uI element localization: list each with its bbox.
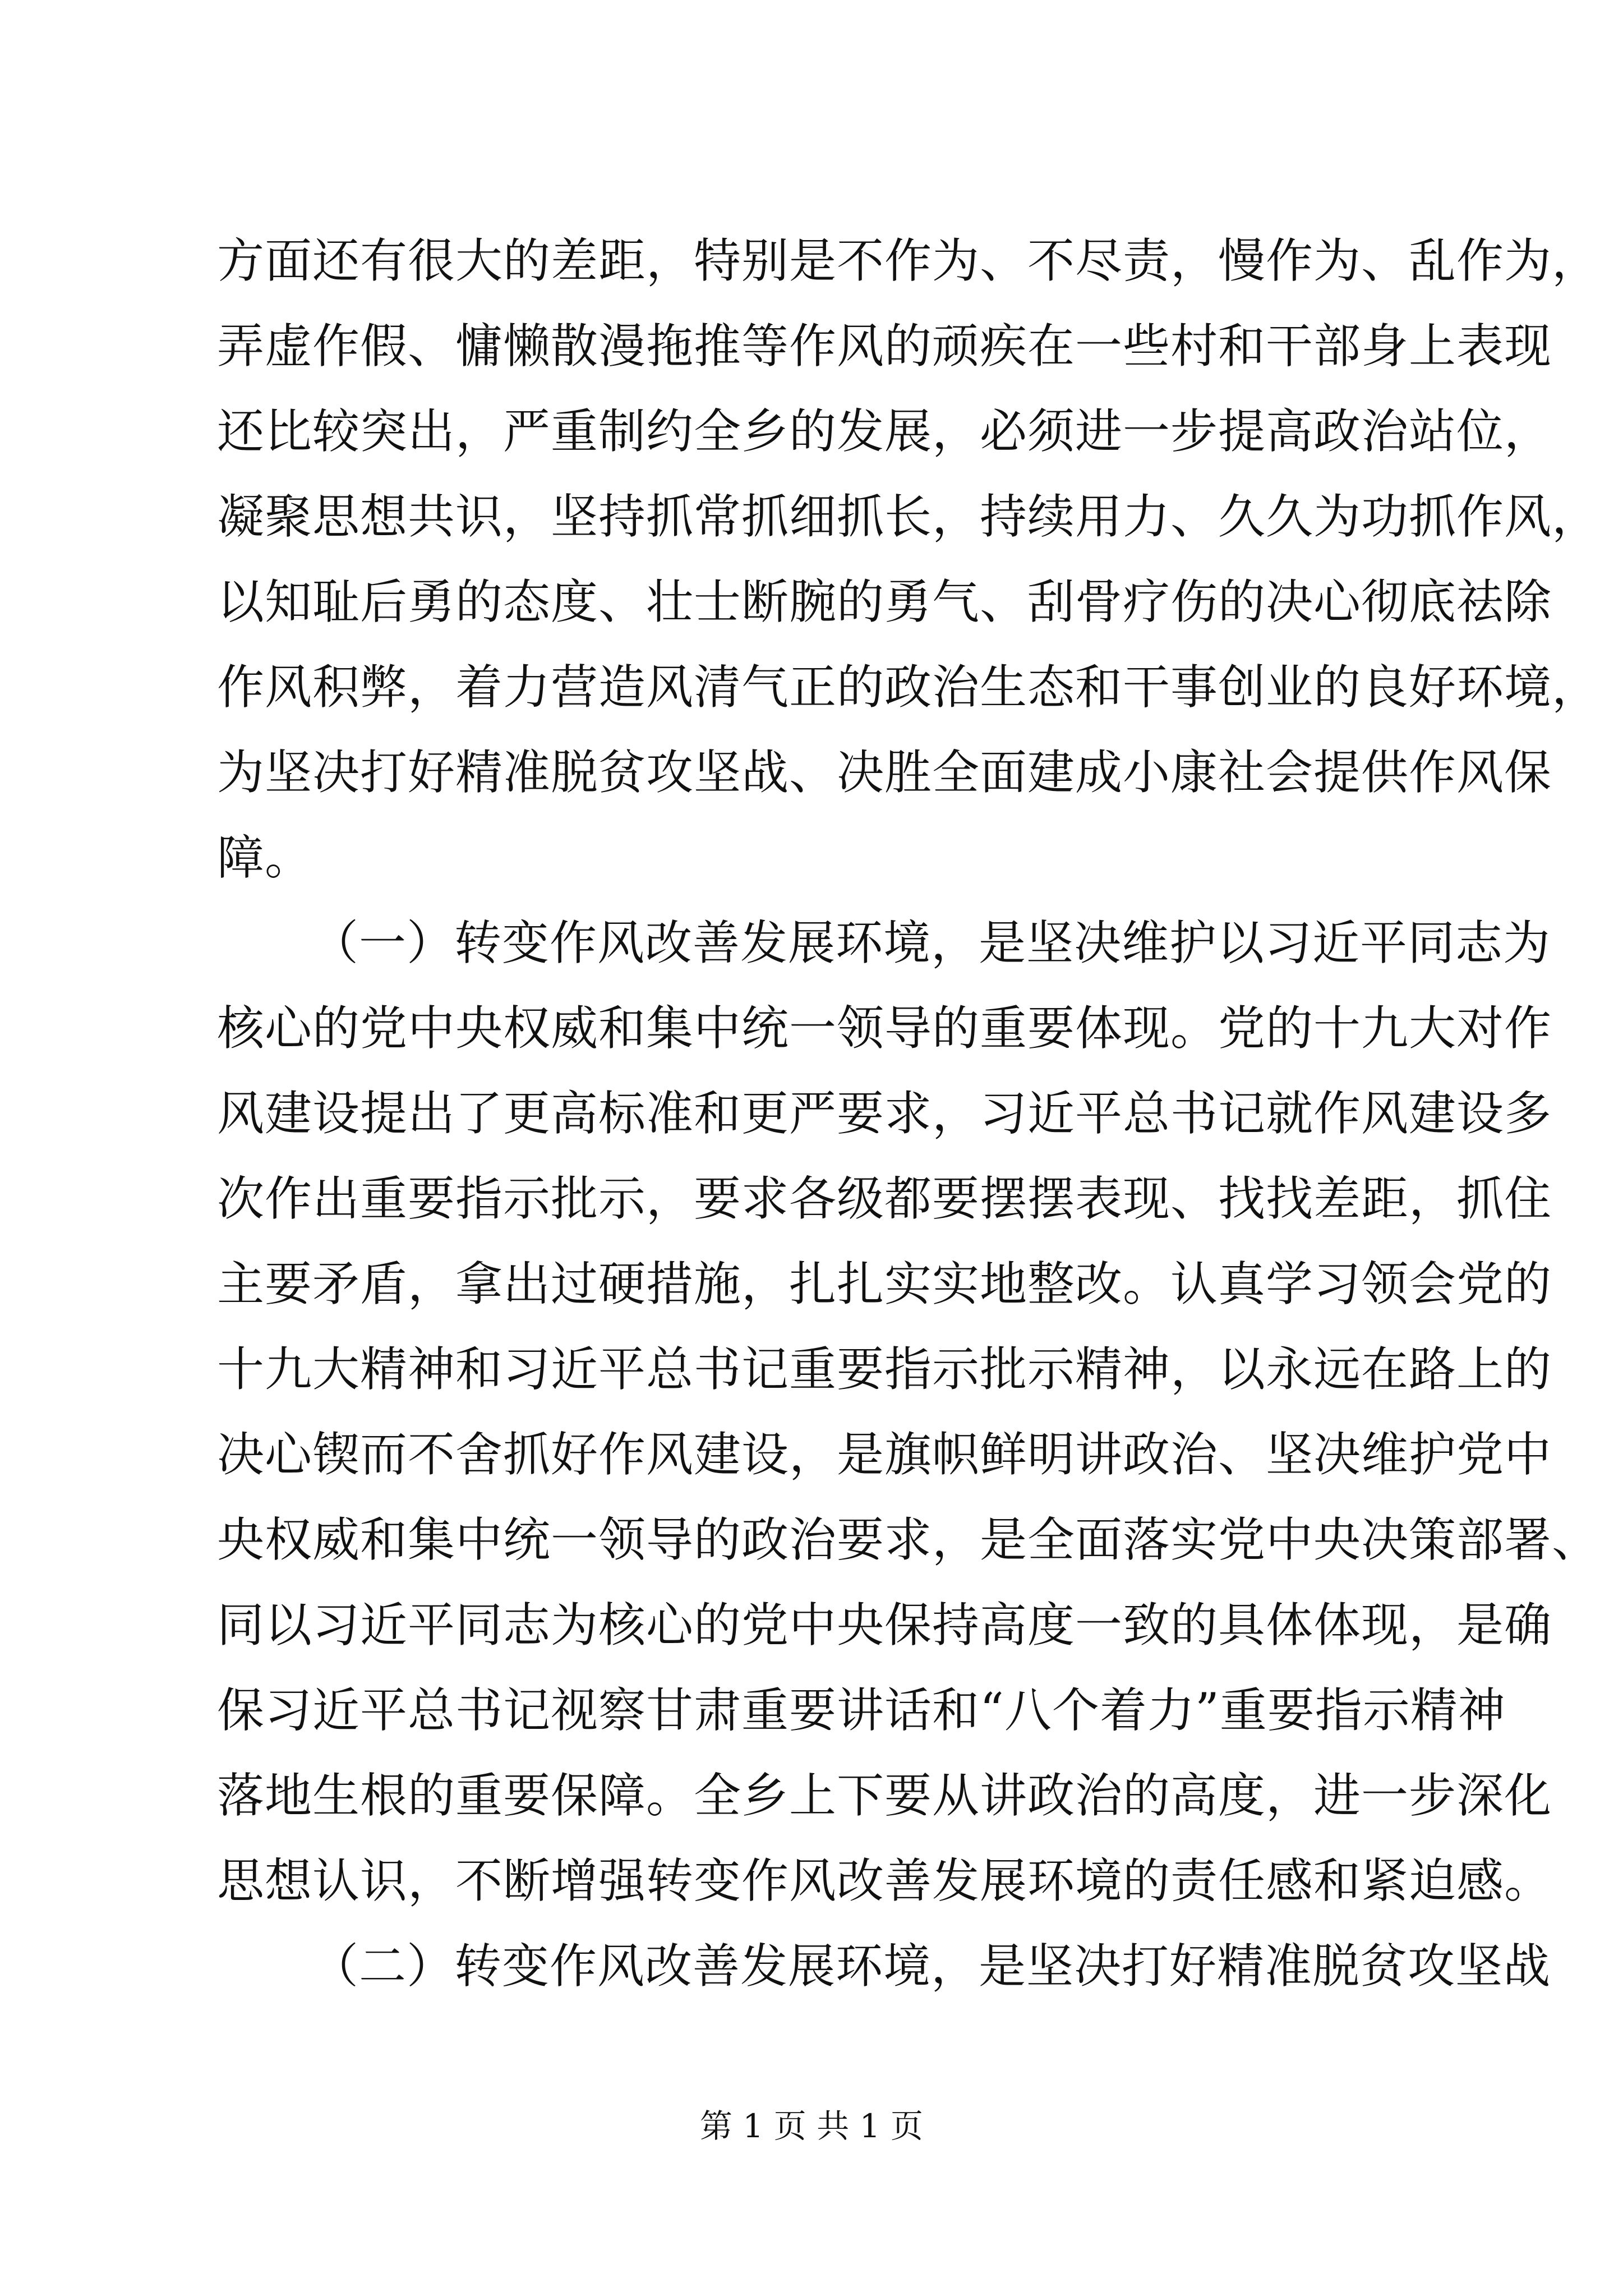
text-line: 凝聚思想共识，坚持抓常抓细抓长，持续用力、久久为功抓作风， — [217, 489, 1600, 544]
text-line: 弄虚作假、慵懒散漫拖推等作风的顽疾在一些村和干部身上表现 — [217, 319, 1552, 374]
text-line: 央权威和集中统一领导的政治要求，是全面落实党中央决策部署、 — [217, 1512, 1600, 1567]
text-line: 为坚决打好精准脱贫攻坚战、决胜全面建成小康社会提供作风保 — [217, 745, 1552, 800]
page-number-footer: 第 1 页 共 1 页 — [700, 2107, 923, 2145]
text-line: 决心锲而不舍抓好作风建设，是旗帜鲜明讲政治、坚决维护党中 — [217, 1427, 1552, 1482]
text-line: 以知耻后勇的态度、壮士断腕的勇气、刮骨疗伤的决心彻底祛除 — [217, 574, 1552, 629]
text-line: 还比较突出，严重制约全乡的发展，必须进一步提高政治站位， — [217, 404, 1552, 459]
text-line: 作风积弊，着力营造风清气正的政治生态和干事创业的良好环境， — [217, 660, 1600, 715]
text-line: 同以习近平同志为核心的党中央保持高度一致的具体体现，是确 — [217, 1598, 1552, 1653]
text-line: 风建设提出了更高标准和更严要求，习近平总书记就作风建设多 — [217, 1086, 1552, 1141]
text-line: 主要矛盾，拿出过硬措施，扎扎实实地整改。认真学习领会党的 — [217, 1257, 1552, 1312]
text-line: 十九大精神和习近平总书记重要指示批示精神，以永远在路上的 — [217, 1342, 1552, 1397]
text-line: 核心的党中央权威和集中统一领导的重要体现。党的十九大对作 — [217, 1001, 1552, 1056]
paragraph-first-line: （一）转变作风改善发展环境，是坚决维护以习近平同志为 — [311, 915, 1551, 970]
text-line: 思想认识，不断增强转变作风改善发展环境的责任感和紧迫感。 — [217, 1853, 1552, 1908]
text-line: 障。 — [217, 830, 313, 885]
text-line: 落地生根的重要保障。全乡上下要从讲政治的高度，进一步深化 — [217, 1768, 1552, 1823]
paragraph-first-line: （二）转变作风改善发展环境，是坚决打好精准脱贫攻坚战 — [311, 1939, 1551, 1994]
text-line: 保习近平总书记视察甘肃重要讲话和“八个着力”重要指示精神 — [217, 1683, 1506, 1738]
text-line: 次作出重要指示批示，要求各级都要摆摆表现、找找差距，抓住 — [217, 1171, 1552, 1226]
text-line: 方面还有很大的差距，特别是不作为、不尽责，慢作为、乱作为， — [217, 233, 1600, 288]
